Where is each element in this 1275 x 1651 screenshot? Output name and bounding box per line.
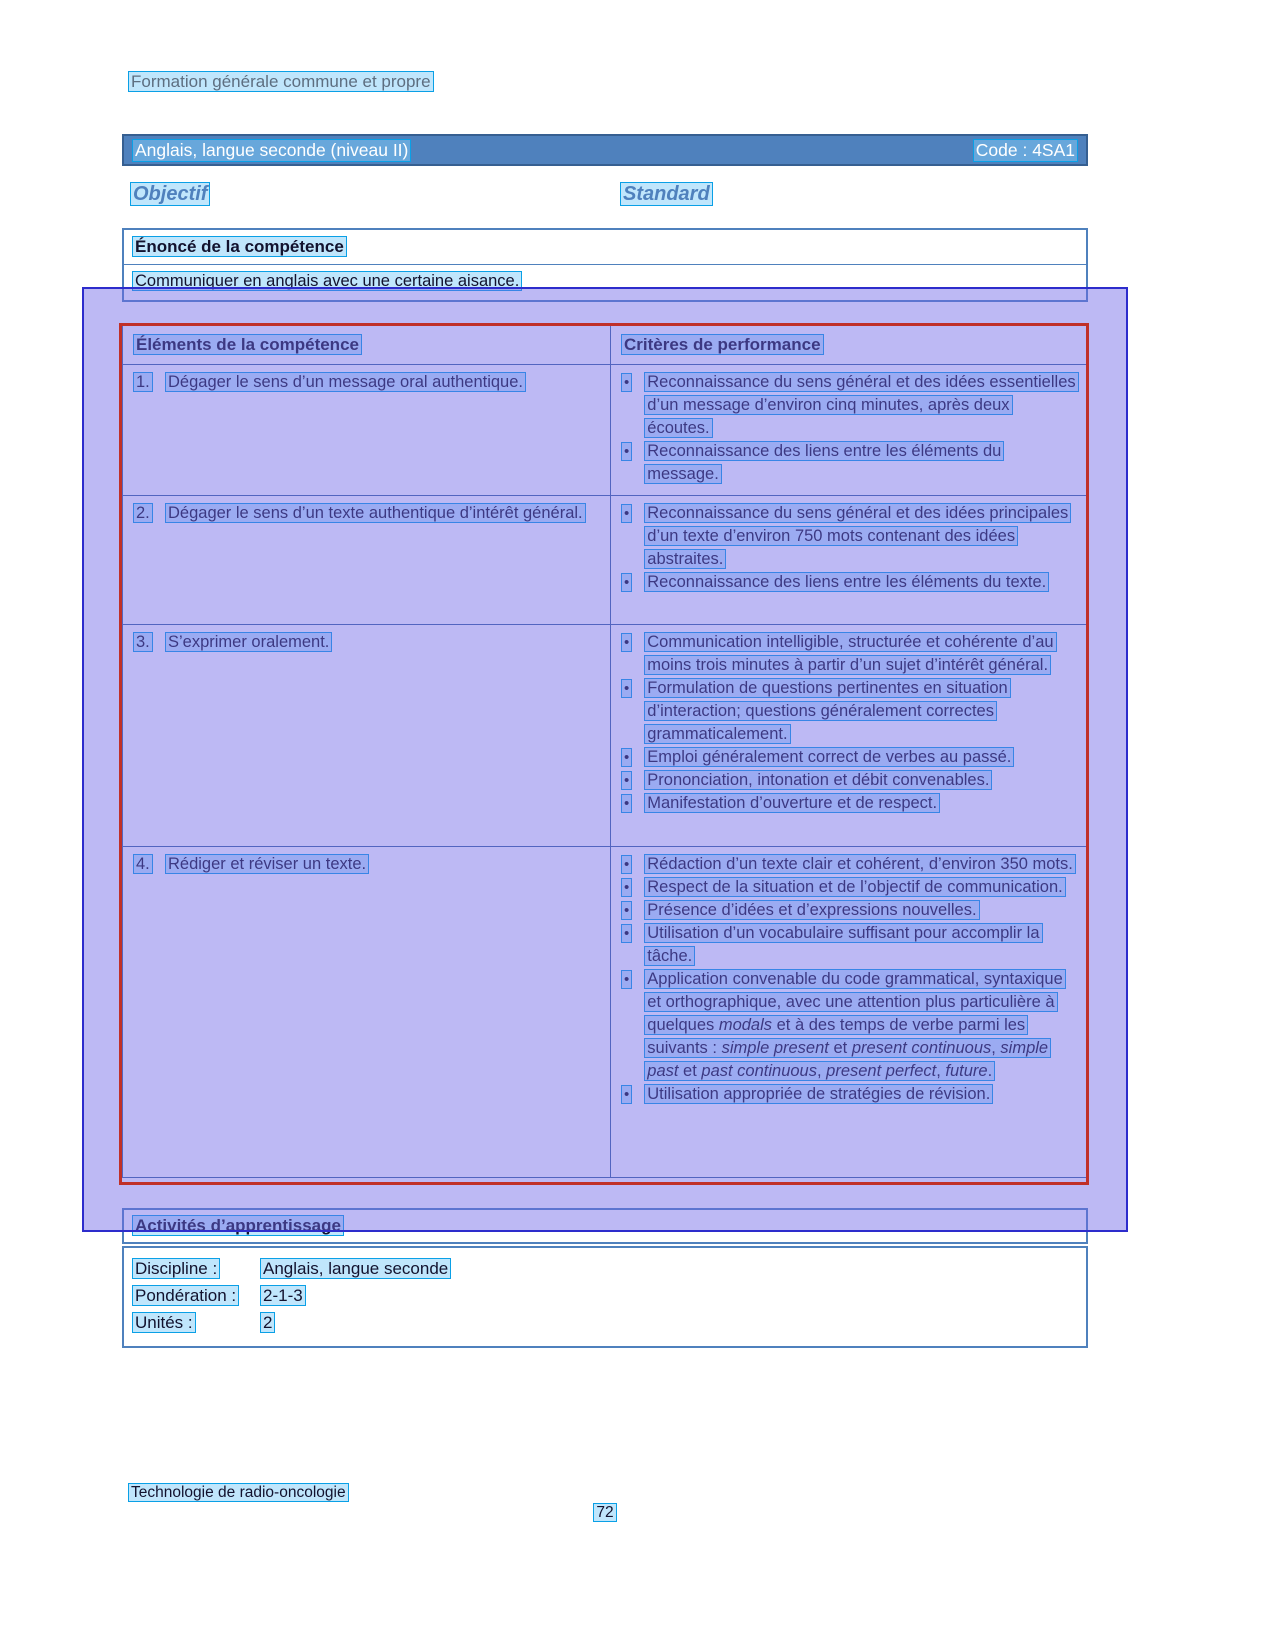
criterion (621, 571, 1077, 594)
running-header (128, 72, 434, 92)
element-cell (123, 496, 611, 624)
field-value: Anglais, langue seconde (260, 1255, 451, 1282)
bullet-icon: • (621, 631, 632, 654)
competence-table (122, 325, 1088, 1178)
criterion-text: Manifestation d’ouverture et de respect. (644, 792, 1077, 815)
bullet-icon: • (621, 440, 632, 463)
text-fragment: et (828, 1039, 852, 1057)
bullet-icon: • (621, 677, 632, 700)
bullet-icon: • (621, 899, 632, 922)
criterion-text: Utilisation d’un vocabulaire suffisant pour accomplir la tâche. (644, 922, 1077, 968)
criteria-cell (611, 847, 1087, 1177)
criterion (621, 922, 1077, 968)
bullet-icon: • (621, 968, 632, 991)
criteria-cell (611, 625, 1087, 846)
field-row-ponderation (132, 1282, 1078, 1309)
standard-heading: Standard (620, 183, 713, 206)
page-number: 72 (122, 1504, 1088, 1522)
table-row (123, 624, 1087, 846)
text-fragment: et (678, 1062, 702, 1080)
element-number: 1. (133, 371, 159, 394)
element-number: 3. (133, 631, 159, 654)
element-text: Dégager le sens d’un message oral authentique. (165, 371, 600, 394)
field-row-unites (132, 1309, 1078, 1336)
bullet-icon: • (621, 1083, 632, 1106)
course-title-bar (122, 134, 1088, 166)
enonce-box (122, 228, 1088, 302)
criterion-text: Respect de la situation et de l’objectif de communication. (644, 876, 1077, 899)
field-row-discipline (132, 1255, 1078, 1282)
course-fields-box (122, 1246, 1088, 1348)
table-row (123, 364, 1087, 495)
criterion-text: Utilisation appropriée de stratégies de révision. (644, 1083, 1077, 1106)
text-fragment: et à des temps de verbe parmi les suivants : (647, 1016, 1026, 1057)
criterion (621, 792, 1077, 815)
criterion-text: Reconnaissance du sens général et des idées principales d’un texte d’environ 750 mots contenant des idées abstraites. (644, 502, 1077, 571)
criterion-grammar (621, 968, 1077, 1083)
course-title: Anglais, langue seconde (niveau II) (132, 139, 411, 162)
field-value: 2 (260, 1309, 275, 1336)
course-code: Code : 4SA1 (973, 139, 1078, 162)
enonce-title: Énoncé de la compétence (124, 230, 1086, 265)
field-value: 2-1-3 (260, 1282, 306, 1309)
field-label: Unités : (132, 1309, 260, 1336)
activities-box (122, 1208, 1088, 1244)
criterion-text: Reconnaissance des liens entre les éléments du texte. (644, 571, 1077, 594)
criterion (621, 502, 1077, 571)
element-number: 4. (133, 853, 159, 876)
bullet-icon: • (621, 571, 632, 594)
text-fragment-italic: present continuous (851, 1039, 992, 1057)
text-fragment: , (991, 1039, 1001, 1057)
footer-program-name: Technologie de radio-oncologie (128, 1484, 349, 1502)
bullet-icon: • (621, 502, 632, 525)
element-text: Dégager le sens d’un texte authentique d’intérêt général. (165, 502, 600, 525)
text-fragment: , (816, 1062, 827, 1080)
running-header-text: Formation générale commune et propre (128, 71, 434, 92)
element-number: 2. (133, 502, 159, 525)
table-row (123, 495, 1087, 624)
text-fragment-italic: present perfect (826, 1062, 937, 1080)
enonce-text: Communiquer en anglais avec une certaine aisance. (124, 265, 1086, 300)
element-text: S’exprimer oralement. (165, 631, 600, 654)
criterion-text: Emploi généralement correct de verbes au passé. (644, 746, 1077, 769)
criterion-text (644, 968, 1077, 1083)
bullet-icon: • (621, 922, 632, 945)
element-cell (123, 625, 611, 846)
criterion (621, 769, 1077, 792)
criterion (621, 371, 1077, 440)
criteria-cell (611, 365, 1087, 495)
criteria-cell (611, 496, 1087, 624)
field-label: Pondération : (132, 1282, 260, 1309)
text-fragment: . (987, 1062, 993, 1080)
criterion-text: Présence d’idées et d’expressions nouvelles. (644, 899, 1077, 922)
bullet-icon: • (621, 876, 632, 899)
bullet-icon: • (621, 792, 632, 815)
element-cell (123, 365, 611, 495)
text-fragment-italic: modals (718, 1016, 773, 1034)
criterion (621, 876, 1077, 899)
col-header-elements: Éléments de la compétence (123, 326, 611, 364)
criterion-text: Communication intelligible, structurée et cohérente d’au moins trois minutes à partir d’un sujet d’intérêt général. (644, 631, 1077, 677)
bullet-icon: • (621, 746, 632, 769)
criterion-text: Prononciation, intonation et débit convenables. (644, 769, 1077, 792)
table-header-row (123, 326, 1087, 364)
bullet-icon: • (621, 371, 632, 394)
text-fragment-italic: simple present (721, 1039, 829, 1057)
criterion (621, 440, 1077, 486)
activities-title: Activités d’apprentissage (132, 1215, 344, 1236)
field-label: Discipline : (132, 1255, 260, 1282)
text-fragment: Application convenable du code grammatical, syntaxique et orthographique, avec une attention plus particulière à quelques (647, 970, 1063, 1034)
criterion-text: Reconnaissance du sens général et des idées essentielles d’un message d’environ cinq minutes, après deux écoutes. (644, 371, 1077, 440)
criterion-text: Rédaction d’un texte clair et cohérent, d’environ 350 mots. (644, 853, 1077, 876)
text-fragment-italic: future (945, 1062, 988, 1080)
criterion (621, 899, 1077, 922)
criterion (621, 631, 1077, 677)
bullet-icon: • (621, 769, 632, 792)
objectif-heading: Objectif (130, 183, 210, 206)
criterion-text: Formulation de questions pertinentes en situation d’interaction; questions généralement correctes grammaticalement. (644, 677, 1077, 746)
text-fragment-italic: simple past (647, 1039, 1049, 1080)
criterion (621, 677, 1077, 746)
bullet-icon: • (621, 853, 632, 876)
text-fragment: , (936, 1062, 946, 1080)
element-cell (123, 847, 611, 1177)
table-row (123, 846, 1087, 1177)
criterion (621, 1083, 1077, 1106)
text-fragment-italic: past continuous (701, 1062, 817, 1080)
section-header-row (122, 183, 1088, 213)
element-text: Rédiger et réviser un texte. (165, 853, 600, 876)
col-header-criteres: Critères de performance (611, 326, 1087, 364)
criterion (621, 746, 1077, 769)
criterion-text: Reconnaissance des liens entre les éléments du message. (644, 440, 1077, 486)
criterion (621, 853, 1077, 876)
